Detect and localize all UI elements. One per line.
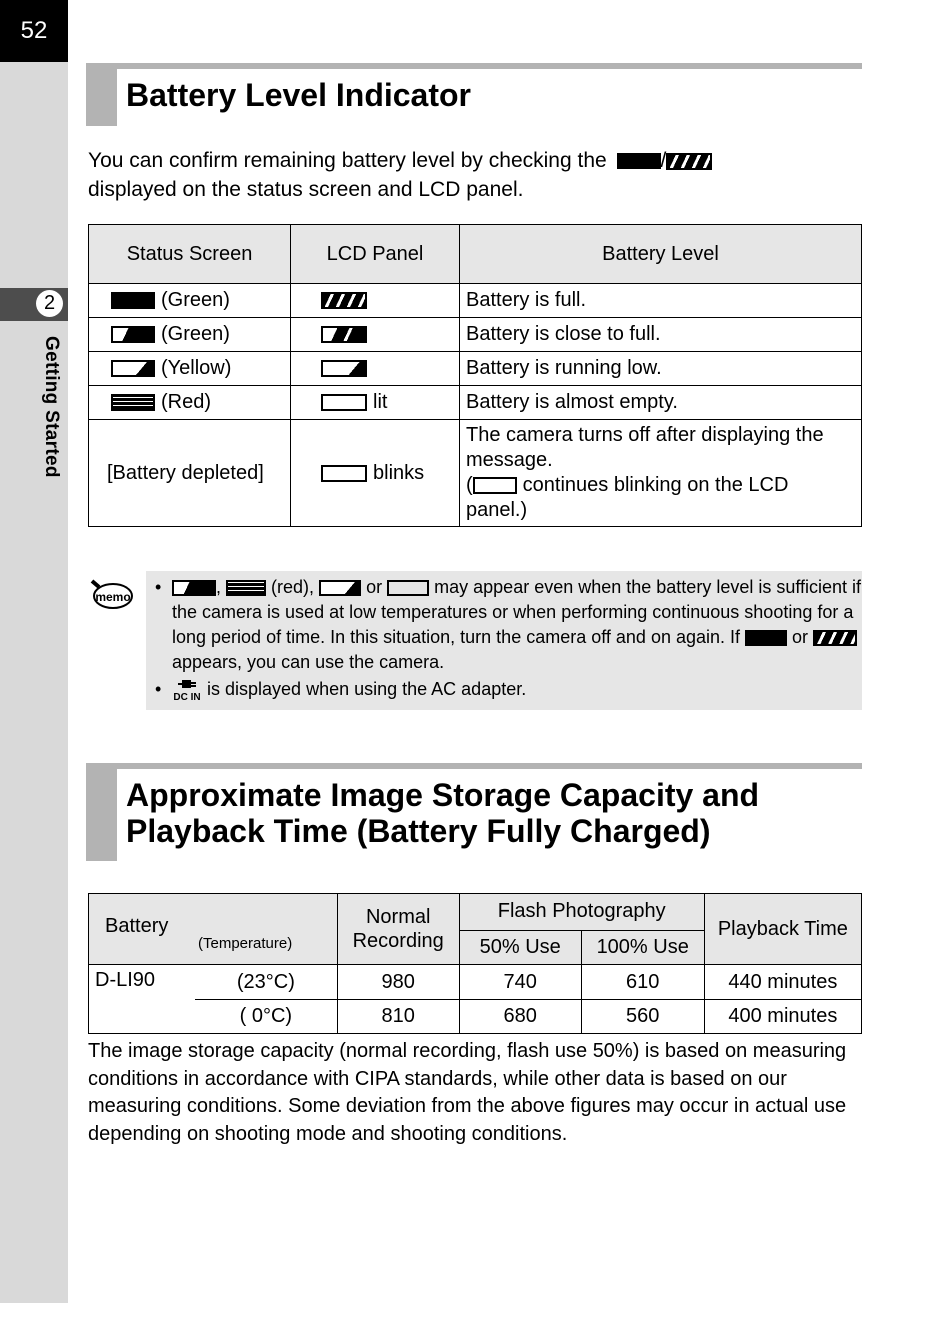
table-header: (Temperature): [198, 935, 293, 952]
table-row: [89, 965, 862, 1000]
battery-low-icon: [111, 360, 155, 377]
list-item: [172, 677, 862, 702]
table-header: Playback Time: [704, 894, 861, 965]
cell: Battery is close to full.: [460, 318, 862, 352]
cell: Battery is almost empty.: [460, 386, 862, 420]
memo-text: appears, you can use the camera.: [172, 652, 445, 672]
storage-note: The image storage capacity (normal recording, flash use 50%) is based on measuring conditions in accordance with CIPA standards, while other data is based on our measuring conditions. Some deviation from the above figures may occur in actual use depending on shooting mode and shooting conditions.: [88, 1040, 847, 1145]
lcd-battery-empty-icon: [473, 477, 517, 494]
table-row: [89, 420, 862, 527]
cell: (23°C): [195, 965, 337, 1000]
page-number: 52: [0, 0, 68, 62]
table-header: 50% Use: [459, 930, 581, 965]
memo-text: ,: [216, 577, 222, 597]
cell: 560: [581, 1000, 704, 1034]
lcd-battery-1-icon: [321, 360, 367, 377]
cell: (Yellow): [161, 357, 232, 379]
cell: D-LI90: [89, 965, 196, 1034]
table-header: Status Screen: [89, 225, 291, 284]
cell: 740: [459, 965, 581, 1000]
lcd-battery-full-icon: [666, 153, 712, 170]
battery-empty-red-icon: [226, 580, 266, 596]
cell: (Red): [161, 391, 212, 413]
cell: [Battery depleted]: [89, 420, 291, 527]
paren: (: [466, 474, 473, 496]
svg-text:DC IN: • DC IN: [173, 692, 201, 702]
list-item: [172, 575, 862, 675]
memo-text: or: [792, 627, 809, 647]
memo-text: may appear even when the battery level is sufficient if the camera is used at low temperatures or when performing continuous shooting for a long period of time. In this situation, turn the camera off and on again. If: [172, 577, 862, 647]
lcd-battery-3-icon: [321, 292, 367, 309]
section-title: [126, 777, 759, 849]
svg-text:memo: memo: [95, 590, 131, 604]
battery-high-icon: [111, 326, 155, 343]
table-row: [89, 1000, 862, 1034]
table-header: Flash Photography: [459, 894, 704, 931]
battery-level-table: [88, 224, 862, 527]
battery-full-icon: [617, 153, 661, 169]
memo-text: (red),: [271, 577, 315, 597]
cell: blinks: [373, 461, 425, 484]
side-strip: [0, 0, 68, 1303]
cell: ( 0°C): [195, 1000, 337, 1034]
intro-text-2: displayed on the status screen and LCD panel.: [88, 178, 524, 201]
intro-text: You can confirm remaining battery level by checking the: [88, 149, 607, 172]
cell: 400 minutes: [704, 1000, 861, 1034]
storage-capacity-table: [88, 893, 862, 1034]
chapter-title: Getting Started: [41, 336, 62, 478]
memo-text: is displayed when using the AC adapter.: [207, 679, 527, 699]
intro-slash: /: [660, 149, 667, 172]
lcd-battery-1-icon: [319, 580, 361, 596]
title-line: Approximate Image Storage Capacity and: [126, 777, 760, 813]
lcd-battery-empty-icon: [321, 394, 367, 411]
battery-empty-red-icon: [111, 394, 155, 411]
lcd-battery-3-icon: [813, 630, 857, 646]
section-title: Battery Level Indicator: [126, 77, 471, 113]
table-row: [89, 318, 862, 352]
cell: 680: [459, 1000, 581, 1034]
cell: (Green): [161, 289, 230, 311]
cell: Battery is full.: [460, 284, 862, 318]
memo-icon: [89, 578, 133, 610]
lcd-battery-empty-icon: [321, 465, 367, 482]
table-row: [89, 284, 862, 318]
lcd-battery-2-icon: [321, 326, 367, 343]
cell: The camera turns off after displaying the message.: [466, 424, 824, 471]
cell: continues blinking on the LCD panel.): [466, 474, 789, 521]
cell: (Green): [161, 323, 230, 345]
cell: 810: [337, 1000, 459, 1034]
cell: 980: [337, 965, 459, 1000]
title-line: Playback Time (Battery Fully Charged): [126, 813, 711, 849]
cell: lit: [373, 391, 388, 413]
chapter-number: 2: [36, 290, 63, 317]
table-row: [89, 352, 862, 386]
table-header: Normal Recording: [337, 894, 459, 965]
table-row: [89, 386, 862, 420]
intro-paragraph: [88, 146, 858, 204]
battery-full-icon: [111, 292, 155, 309]
table-header: Battery: [105, 915, 169, 937]
section-heading-storage: [86, 763, 862, 861]
cell: Battery is running low.: [460, 352, 862, 386]
memo-text: or: [366, 577, 383, 597]
table-header: LCD Panel: [291, 225, 460, 284]
cell: 610: [581, 965, 704, 1000]
cell: 440 minutes: [704, 965, 861, 1000]
memo-box: [146, 571, 862, 710]
battery-high-icon: [172, 580, 216, 596]
lcd-battery-empty-icon: [387, 580, 429, 596]
battery-full-icon: [745, 630, 787, 646]
section-heading-battery: [86, 63, 862, 126]
ac-adapter-icon: [172, 679, 202, 701]
table-header: 100% Use: [581, 930, 704, 965]
table-header: Battery Level: [460, 225, 862, 284]
